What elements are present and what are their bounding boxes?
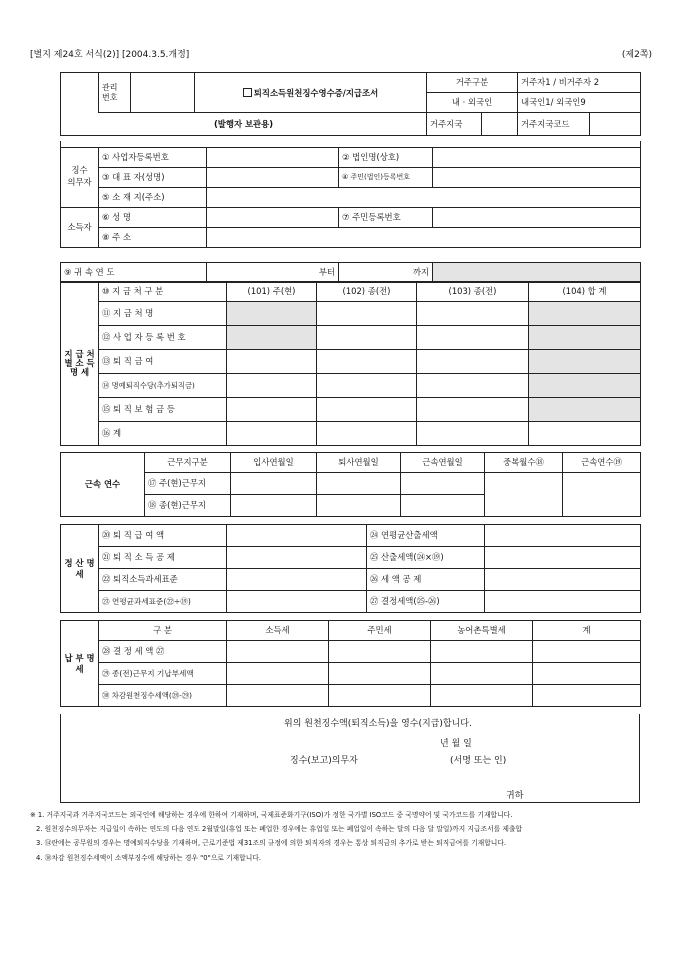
title-block (60, 72, 641, 136)
payment-header-1: (101) 주(현) (227, 282, 317, 302)
calc-cell[interactable] (485, 547, 641, 569)
calc-left-label: ㉑ 퇴 직 소 득 공 제 (99, 547, 227, 569)
period-label: ⑨ 귀 속 연 도 (61, 263, 207, 283)
payer-section: 징수 의무자 (61, 147, 99, 207)
tax-cell[interactable] (329, 641, 431, 663)
note-2: 2. 원천징수의무자는 지급일이 속하는 연도의 다음 연도 2월말일(휴업 또는 폐업한 경우에는 휴업일 또는 폐업일이 속하는 달의 다음 달 말일)까지 지급조서를 제출합 (36, 825, 523, 834)
tax-cell[interactable] (533, 685, 641, 707)
payment-cell[interactable] (317, 422, 417, 446)
signature-field[interactable]: (서명 또는 인) (450, 756, 507, 766)
calc-cell[interactable] (485, 591, 641, 613)
attribution-period (60, 262, 641, 283)
rep-name-value[interactable] (207, 167, 339, 187)
nationality-label: 내 · 외국인 (427, 93, 518, 113)
corp-name-label: ② 법인명(상호) (339, 147, 433, 167)
tenure-cell[interactable] (401, 473, 485, 495)
notes (30, 808, 660, 865)
tax-row-label: ㉙ 종(전)근무지 기납부세액 (99, 663, 227, 685)
calc-left-label: ⑳ 퇴 직 급 여 액 (99, 525, 227, 547)
country-code-value[interactable] (590, 113, 641, 136)
payment-cell (529, 302, 641, 326)
tenure-cell[interactable] (317, 473, 401, 495)
tenure-cell[interactable] (401, 495, 485, 517)
receipt-statement: 위의 원천징수액(퇴직소득)을 영수(지급)합니다. (284, 719, 472, 729)
resident-no-value[interactable] (433, 207, 641, 227)
calc-section: 정 산 명 세 (61, 525, 99, 613)
payment-header-4: (104) 합 계 (529, 282, 641, 302)
calc-left-label: ㉒ 퇴직소득과세표준 (99, 569, 227, 591)
corp-reg-label: ④ 주민(법인)등록번호 (339, 167, 433, 187)
residency-value: 거주자1 / 비거주자 2 (518, 73, 641, 93)
payment-cell (227, 326, 317, 350)
payment-section: 지 급 처 별 소 득 명 세 (61, 282, 99, 446)
payment-cell[interactable] (417, 302, 529, 326)
tenure-row-label: ⑰ 주(현)근무지 (145, 473, 231, 495)
tax-cell[interactable] (227, 685, 329, 707)
payer-address-value[interactable] (207, 187, 641, 207)
tax-cell[interactable] (431, 685, 533, 707)
calc-table (60, 524, 641, 613)
corp-name-value[interactable] (433, 147, 641, 167)
payment-row-label: ⑭ 명예퇴직수당(추가퇴직금) (99, 374, 227, 398)
payment-cell[interactable] (417, 422, 529, 446)
payment-cell[interactable] (227, 422, 317, 446)
residency-label: 거주구분 (427, 73, 518, 93)
calc-right-label: ㉖ 세 액 공 제 (367, 569, 485, 591)
tax-cell[interactable] (329, 663, 431, 685)
payment-cell[interactable] (227, 374, 317, 398)
nationality-value: 내국인1/ 외국인9 (518, 93, 641, 113)
calc-cell[interactable] (485, 525, 641, 547)
payment-row-label: ⑪ 지 금 처 명 (99, 302, 227, 326)
payment-cell[interactable] (529, 422, 641, 446)
tax-header-4: 계 (533, 621, 641, 641)
tenure-table (60, 452, 641, 517)
tax-cell[interactable] (227, 663, 329, 685)
page-label: (제2쪽) (621, 50, 652, 60)
mgmt-no-value[interactable] (131, 73, 195, 113)
payment-cell (529, 350, 641, 374)
tax-header-0: 구 분 (99, 621, 227, 641)
country-label: 거주지국 (427, 113, 482, 136)
payment-cell (529, 398, 641, 422)
tenure-cell[interactable] (563, 473, 641, 517)
calc-right-label: ㉕ 산출세액(㉔×⑲) (367, 547, 485, 569)
calc-cell[interactable] (227, 591, 367, 613)
mgmt-no-label: 관리 번호 (99, 73, 131, 113)
payment-cell[interactable] (417, 350, 529, 374)
checkbox-icon[interactable] (243, 88, 252, 97)
form-subtitle: (발행자 보관용) (61, 113, 427, 136)
payment-row-label: ⑯ 계 (99, 422, 227, 446)
payment-cell[interactable] (317, 326, 417, 350)
resident-no-label: ⑦ 주민등록번호 (339, 207, 433, 227)
tax-section: 납 부 명 세 (61, 621, 99, 707)
tax-row-label: ㉘ 결 정 세 액 ㉗ (99, 641, 227, 663)
country-value[interactable] (482, 113, 518, 136)
tenure-header-3: 근속연월일 (401, 453, 485, 473)
calc-cell[interactable] (227, 525, 367, 547)
payment-cell[interactable] (317, 374, 417, 398)
earner-section: 소득자 (61, 207, 99, 247)
tenure-cell[interactable] (485, 473, 563, 517)
tax-row-label: ㉚ 차감원천징수세액(㉘-㉙) (99, 685, 227, 707)
country-code-label: 거주지국코드 (518, 113, 590, 136)
earner-address-value[interactable] (207, 227, 641, 247)
payment-row-label: ⑮ 퇴 직 보 험 금 등 (99, 398, 227, 422)
earner-name-value[interactable] (207, 207, 339, 227)
payment-cell[interactable] (417, 374, 529, 398)
tenure-header-4: 중복월수⑱ (485, 453, 563, 473)
form-label: [별지 제24호 서식(2)] [2004.3.5.개정] (30, 50, 190, 60)
tax-header-1: 소득세 (227, 621, 329, 641)
biz-no-label: ① 사업자등록번호 (99, 147, 207, 167)
tenure-cell[interactable] (231, 473, 317, 495)
tax-header-2: 주민세 (329, 621, 431, 641)
tax-cell[interactable] (329, 685, 431, 707)
corp-reg-value[interactable] (433, 167, 641, 187)
payment-header-3: (103) 종(전) (417, 282, 529, 302)
biz-no-value[interactable] (207, 147, 339, 167)
tenure-header-5: 근속연수⑲ (563, 453, 641, 473)
earner-address-label: ⑧ 주 소 (99, 227, 207, 247)
tax-cell[interactable] (533, 641, 641, 663)
payment-cell (227, 302, 317, 326)
tenure-cell[interactable] (317, 495, 401, 517)
payer-address-label: ⑤ 소 재 지(주소) (99, 187, 207, 207)
tenure-cell[interactable] (231, 495, 317, 517)
payment-cell[interactable] (417, 326, 529, 350)
calc-cell[interactable] (227, 569, 367, 591)
payment-header-0: ⑩ 지 금 처 구 분 (99, 282, 227, 302)
calc-cell[interactable] (227, 547, 367, 569)
earner-name-label: ⑥ 성 명 (99, 207, 207, 227)
payment-header-2: (102) 종(전) (317, 282, 417, 302)
payment-cell[interactable] (317, 350, 417, 374)
addressee: 귀하 (506, 791, 524, 801)
tenure-header-1: 입사연월일 (231, 453, 317, 473)
tenure-header-2: 퇴사연월일 (317, 453, 401, 473)
note-4: 4. ㉚차감 원천징수세액이 소액부징수에 해당하는 경우 "0"으로 기재합니다. (36, 853, 261, 862)
payer-earner-block (60, 141, 641, 248)
tax-cell[interactable] (533, 663, 641, 685)
period-shaded (433, 263, 641, 283)
date-line: 년 월 일 (440, 739, 472, 749)
payment-cell[interactable] (317, 398, 417, 422)
tenure-section: 근속 연수 (61, 453, 145, 517)
period-to: 까지 (339, 263, 433, 283)
tenure-row-label: ⑱ 종(현)근무지 (145, 495, 231, 517)
tax-table (60, 620, 641, 707)
tax-header-3: 농어촌특별세 (431, 621, 533, 641)
payer-label: 징수(보고)의무자 (290, 756, 358, 766)
calc-left-label: ㉓ 연평균과세표준(㉒÷⑲) (99, 591, 227, 613)
payment-cell (529, 374, 641, 398)
tax-cell[interactable] (431, 641, 533, 663)
tax-cell[interactable] (431, 663, 533, 685)
calc-right-label: ㉔ 연평균산출세액 (367, 525, 485, 547)
payment-cell[interactable] (227, 398, 317, 422)
payment-cell[interactable] (317, 302, 417, 326)
payment-table (60, 281, 641, 446)
calc-right-label: ㉗ 결정세액(㉕-㉖) (367, 591, 485, 613)
payment-cell[interactable] (417, 398, 529, 422)
payment-cell[interactable] (227, 350, 317, 374)
payment-row-label: ⑬ 퇴 직 금 여 (99, 350, 227, 374)
payment-cell (529, 326, 641, 350)
tax-cell[interactable] (227, 641, 329, 663)
note-1: ※ 1. 거주지국과 거주지국코드는 외국인에 해당하는 경우에 한하여 기재하며, 국제표준화기구(ISO)가 정한 국가별 ISO코드 중 국명약어 및 국가코드를 기재합니다. (30, 811, 513, 819)
rep-name-label: ③ 대 표 자(성명) (99, 167, 207, 187)
payment-row-label: ⑫ 사 업 자 등 록 번 호 (99, 326, 227, 350)
note-3: 3. ⑭란에는 공무원의 경우는 명예퇴직수당을 기재하며, 근로기준법 제31조의 규정에 의한 퇴직자의 경우는 통상 퇴직금의 추가로 받는 퇴직금여를 기재합니다. (36, 839, 507, 848)
form-title: 퇴직소득원천징수영수증/지급조서 (195, 73, 427, 113)
period-from: 부터 (207, 263, 339, 283)
tenure-header-0: 근무지구분 (145, 453, 231, 473)
calc-cell[interactable] (485, 569, 641, 591)
